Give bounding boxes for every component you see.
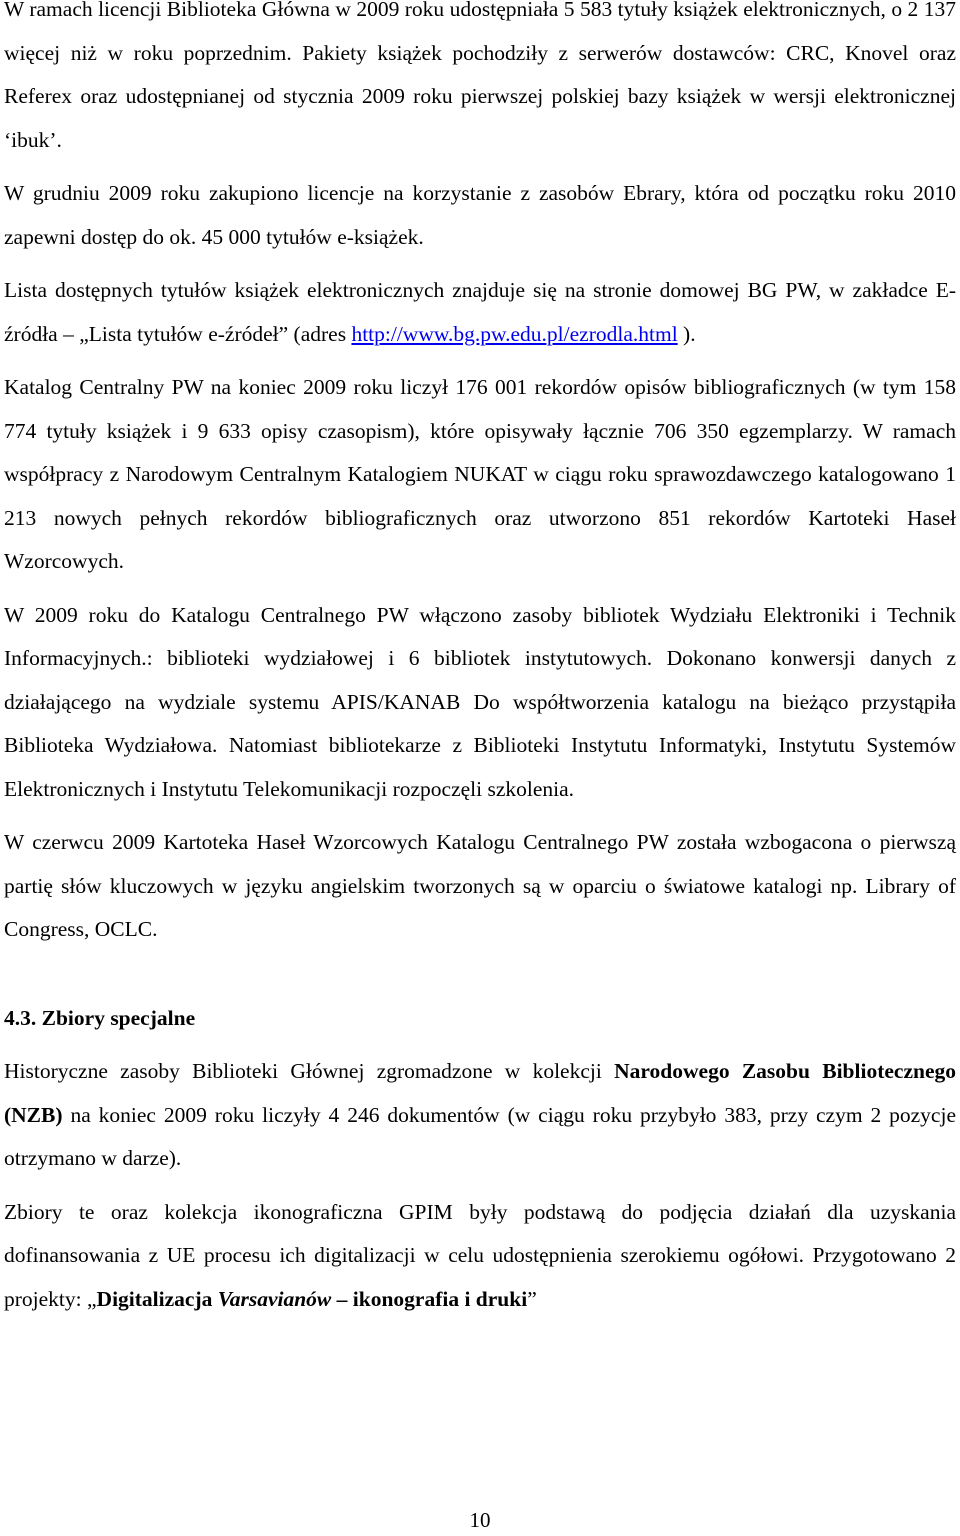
paragraph-central-catalog: Katalog Centralny PW na koniec 2009 roku liczył 176 001 rekordów opisów bibliograficznych (w tym 158 774 tytuły książek i 9 633 opisy czasopism), które opisywały łącznie 706 350 egzemplarzy. W ramach współpracy z Narodowym Centralnym Katalogiem NUKAT w ciągu roku sprawozdawczego katalogowano 1 213 nowych pełnych rekordów bibliograficznych oraz utworzono 851 rekordów Kartoteki Haseł Wzorcowych.: [4, 375, 956, 573]
paragraph-ebook-list: [4, 269, 956, 356]
paragraph-nzb: [4, 1050, 956, 1181]
nzb-name: Narodowego Zasobu Bibliotecznego (NZB): [4, 1059, 956, 1127]
closing-quote: ”: [527, 1286, 537, 1311]
paragraph-ebook-list-end: ).: [677, 321, 696, 346]
project-title-italic: Varsavianów: [217, 1286, 332, 1311]
paragraph-catalog-expansion: W 2009 roku do Katalogu Centralnego PW włączono zasoby bibliotek Wydziału Elektroniki i Technik Informacyjnych.: biblioteki wydziałowej i 6 bibliotek instytutowych. Dokonano konwersji danych z działającego na wydziale systemu APIS/KANAB Do współtworzenia katalogu na bieżąco przystąpiła Biblioteka Wydziałowa. Natomiast bibliotekarze z Biblioteki Instytutu Informatyki, Instytutu Systemów Elektronicznych i Instytutu Telekomunikacji rozpoczęli szkolenia.: [4, 602, 956, 801]
document-page: [4, 0, 956, 1321]
paragraph-ebooks-licenses: W ramach licencji Biblioteka Główna w 2009 roku udostępniała 5 583 tytuły książek elektronicznych, o 2 137 więcej niż w roku poprzednim. Pakiety książek pochodziły z serwerów dostawców: CRC, Knovel oraz Referex oraz udostępnianej od stycznia 2009 roku pierwszej polskiej bazy książek w wersji elektronicznej ‘ibuk’.: [4, 0, 956, 152]
paragraph-digitization: [4, 1191, 956, 1322]
paragraph-nzb-rest: na koniec 2009 roku liczyły 4 246 dokumentów (w ciągu roku przybyło 383, przy czym 2 pozycje otrzymano w darze).: [4, 1102, 956, 1170]
paragraph-ebook-list-text: Lista dostępnych tytułów książek elektronicznych znajduje się na stronie domowej BG PW, w zakładce E-źródła – „Lista tytułów e-źródeł” (adres: [4, 278, 956, 346]
paragraph-nzb-intro: Historyczne zasoby Biblioteki Głównej zgromadzone w kolekcji: [4, 1059, 615, 1083]
page-number: 10: [469, 1508, 491, 1532]
project-title-part1: Digitalizacja: [96, 1286, 218, 1311]
project-title-part2: – ikonografia i druki: [331, 1286, 528, 1311]
paragraph-ebrary: W grudniu 2009 roku zakupiono licencje na korzystanie z zasobów Ebrary, która od początku roku 2010 zapewni dostęp do ok. 45 000 tytułów e-książek.: [4, 181, 956, 249]
paragraph-digitization-text: Zbiory te oraz kolekcja ikonograficzna GPIM były podstawą do podjęcia działań dla uzyskania dofinansowania z UE procesu ich digitalizacji w celu udostępnienia szerokiemu ogółowi. Przygotowano 2 projekty: „: [4, 1199, 956, 1311]
ezrodla-link[interactable]: http://www.bg.pw.edu.pl/ezrodla.html: [351, 321, 678, 346]
section-heading-special-collections: 4.3. Zbiory specjalne: [4, 1005, 196, 1030]
paragraph-authority-file: W czerwcu 2009 Kartoteka Haseł Wzorcowych Katalogu Centralnego PW została wzbogacona o pierwszą partię słów kluczowych w języku angielskim tworzonych są w oparciu o światowe katalogi np. Library of Congress, OCLC.: [4, 830, 956, 941]
